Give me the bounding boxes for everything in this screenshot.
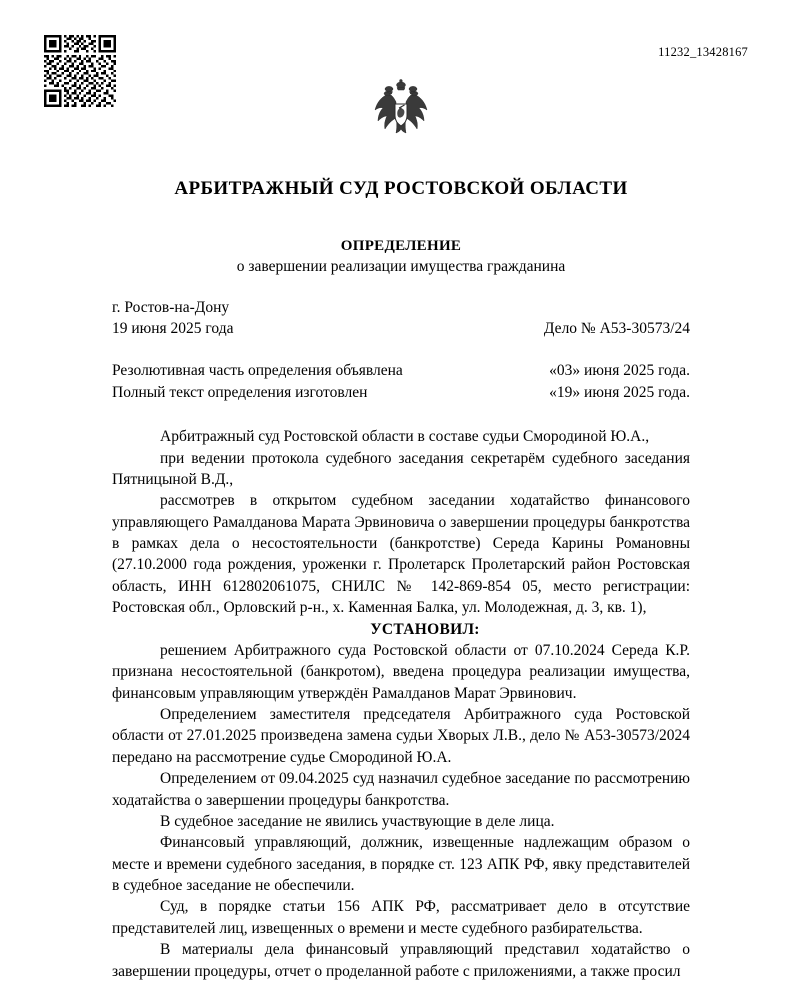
intro-paragraph: при ведении протокола судебного заседания секретарём судебного заседания Пятницыной В.Д., [112, 449, 690, 488]
act-subtitle: о завершении реализации имущества гражданина [236, 258, 566, 275]
coat-of-arms-icon [371, 78, 431, 140]
announcement-row [112, 360, 690, 382]
body-paragraph: В судебное заседание не явились участвующие в деле лица. [160, 812, 555, 830]
body-paragraph: Финансовый управляющий, должник, извещенные надлежащим образом о месте и времени судебного заседания, в порядке ст. 123 АПК РФ, явку представителей в судебное заседание не обеспечили. [112, 834, 690, 895]
body-paragraph: Суд, в порядке статьи 156 АПК РФ, рассматривает дело в отсутствие представителей лиц, извещенных о времени и месте судебного разбирательства. [112, 898, 690, 937]
body-paragraph: В материалы дела финансовый управляющий представил ходатайство о завершении процедуры, отчет о проделанной работе с приложениями, а также просил [112, 941, 690, 980]
act-title: ОПРЕДЕЛЕНИЕ [340, 238, 462, 254]
intro-paragraph: Арбитражный суд Ростовской области в составе судьи Смородиной Ю.А., [160, 428, 650, 446]
case-number: Дело № А53-30573/24 [543, 319, 690, 337]
body-paragraph: Определением заместителя председателя Арбитражного суда Ростовской области от 27.01.2025 произведена замена судьи Хворых Л.В., дело № А53-30573/2024 передано на рассмотрение судье Смородиной Ю.А. [112, 706, 690, 766]
meta-block [112, 298, 690, 340]
city-label: г. Ростов-на-Дону [112, 299, 230, 316]
city-row [112, 298, 690, 319]
body-paragraph: решением Арбитражного суда Ростовской области от 07.10.2024 Середа К.Р. признана несостоятельной (банкротом), введена процедура реализации имущества, финансовым управляющим утверждён Рамалданов Марат Эрвинович. [112, 641, 690, 702]
announcement-value: «19» июня 2025 года. [549, 383, 690, 401]
page-title: АРБИТРАЖНЫЙ СУД РОСТОВСКОЙ ОБЛАСТИ [174, 178, 628, 199]
announcement-block [112, 360, 690, 403]
body-paragraph: Определением от 09.04.2025 суд назначил судебное заседание по рассмотрению ходатайства о завершении процедуры банкротства. [112, 770, 690, 809]
document-header [112, 0, 748, 150]
announcement-row [112, 382, 690, 404]
announcement-value: «03» июня 2025 года. [549, 361, 690, 379]
document-body [112, 426, 690, 982]
announcement-label: Резолютивная часть определения объявлена [112, 361, 403, 379]
intro-paragraph: рассмотрев в открытом судебном заседании ходатайство финансового управляющего Рамалданова Марата Эрвиновича о завершении процедуры банкротства в рамках дела о несостоятельности (банкротстве) Середа Карины Романовны (27.10.2000 года рождения, уроженки г. Пролетарск Пролетарский район Ростовская область, ИНН 612802061075, СНИЛС № 142-869-854 05, место регистрации: Ростовская обл., Орловский р-н., х. Каменная Балка, ул. Молодежная, д. 3, кв. 1), [112, 492, 690, 617]
section-heading: УСТАНОВИЛ: [370, 620, 480, 638]
qr-code-icon [44, 35, 116, 107]
document-date: 19 июня 2025 года [112, 319, 234, 337]
document-number: 11232_13428167 [658, 45, 748, 59]
announcement-label: Полный текст определения изготовлен [112, 383, 368, 401]
date-case-row [112, 319, 690, 340]
